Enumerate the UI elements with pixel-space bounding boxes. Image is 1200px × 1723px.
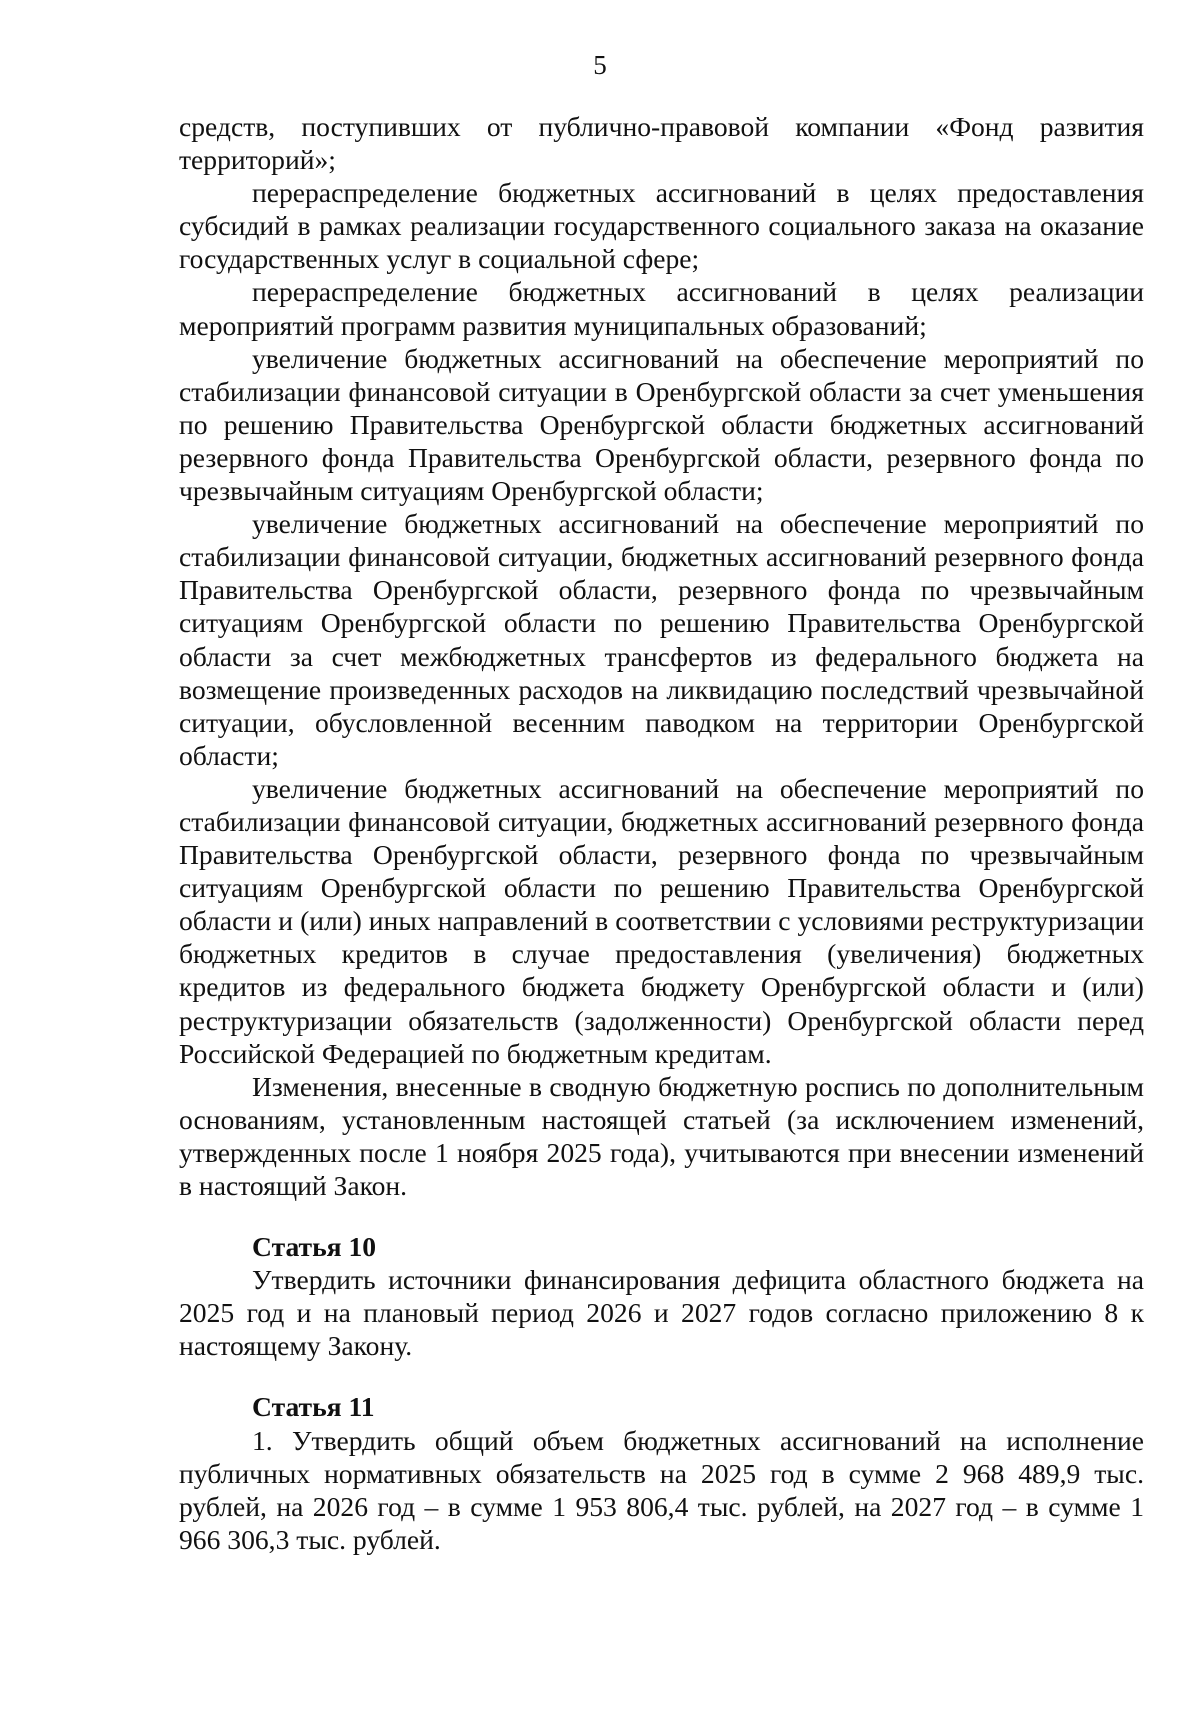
document-body	[179, 110, 1144, 1556]
paragraph: перераспределение бюджетных ассигнований в целях реализации мероприятий программ развития муниципальных образований;	[179, 276, 1144, 341]
article-10-heading: Статья 10	[252, 1231, 377, 1263]
paragraph: увеличение бюджетных ассигнований на обеспечение мероприятий по стабилизации финансовой ситуации, бюджетных ассигнований резервного фонда Правительства Оренбургской области, резервного фонда по чрезвычайным ситуациям Оренбургской области по решению Правительства Оренбургской области за счет межбюджетных трансфертов из федерального бюджета на возмещение произведенных расходов на ликвидацию последствий чрезвычайной ситуации, обусловленной весенним паводком на территории Оренбургской области;	[179, 508, 1144, 771]
article-10-text: Утвердить источники финансирования дефицита областного бюджета на 2025 год и на плановый период 2026 и 2027 годов согласно приложению 8 к настоящему Закону.	[179, 1264, 1144, 1362]
page-number: 5	[593, 50, 607, 80]
paragraph: Изменения, внесенные в сводную бюджетную роспись по дополнительным основаниям, установленным настоящей статьей (за исключением изменений, утвержденных после 1 ноября 2025 года), учитываются при внесении изменений в настоящий Закон.	[179, 1070, 1144, 1201]
article-11-text: 1. Утвердить общий объем бюджетных ассигнований на исполнение публичных нормативных обязательств на 2025 год в сумме 2 968 489,9 тыс. рублей, на 2026 год – в сумме 1 953 806,4 тыс. рублей, на 2027 год – в сумме 1 966 306,3 тыс. рублей.	[179, 1424, 1144, 1555]
article-11-heading: Статья 11	[252, 1391, 375, 1423]
paragraph-continuation: средств, поступивших от публично-правовой компании «Фонд развития территорий»;	[179, 111, 1144, 176]
paragraph: перераспределение бюджетных ассигнований в целях предоставления субсидий в рамках реализации государственного социального заказа на оказание государственных услуг в социальной сфере;	[179, 177, 1144, 275]
paragraph: увеличение бюджетных ассигнований на обеспечение мероприятий по стабилизации финансовой ситуации, бюджетных ассигнований резервного фонда Правительства Оренбургской области, резервного фонда по чрезвычайным ситуациям Оренбургской области по решению Правительства Оренбургской области и (или) иных направлений в соответствии с условиями реструктуризации бюджетных кредитов в случае предоставления (увеличения) бюджетных кредитов из федерального бюджета бюджету Оренбургской области и (или) реструктуризации обязательств (задолженности) Оренбургской области перед Российской Федерацией по бюджетным кредитам.	[179, 772, 1144, 1069]
paragraph: увеличение бюджетных ассигнований на обеспечение мероприятий по стабилизации финансовой ситуации в Оренбургской области за счет уменьшения по решению Правительства Оренбургской области бюджетных ассигнований резервного фонда Правительства Оренбургской области, резервного фонда по чрезвычайным ситуациям Оренбургской области;	[179, 342, 1144, 507]
